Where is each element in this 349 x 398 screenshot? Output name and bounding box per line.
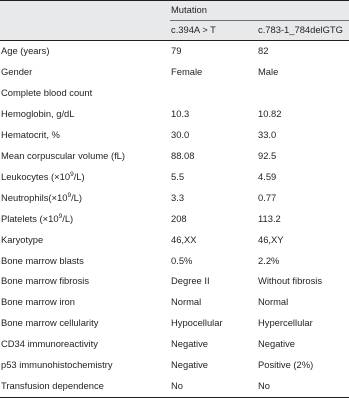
cell-mutation-1: 3.3 <box>171 191 185 203</box>
row-label <box>1 129 60 140</box>
row-label-text: Transfusion dependence <box>1 380 104 392</box>
row-label <box>1 234 43 245</box>
row-label <box>1 108 75 119</box>
column-header-mutation-2: c.783-1_784delGTG <box>258 24 343 35</box>
cell-mutation-1: Degree II <box>171 275 210 287</box>
cell-mutation-1: 0.5% <box>171 254 193 266</box>
cell-mutation-1: 46,XX <box>171 233 197 245</box>
row-label <box>1 45 49 56</box>
cell-mutation-2: Without fibrosis <box>258 275 323 287</box>
row-label-text: Platelets (×10 <box>1 212 59 224</box>
cell-mutation-2: 92.5 <box>258 149 277 161</box>
table-row <box>0 167 349 187</box>
cell-mutation-2: 46,XY <box>258 233 284 245</box>
row-label-exponent: 9 <box>58 212 63 220</box>
row-label-unit: /L) <box>71 191 83 203</box>
cell-mutation-2: Normal <box>258 296 289 308</box>
row-label-text: Hemoglobin, g/dL <box>1 107 75 119</box>
group-header-rule <box>170 20 349 21</box>
row-label <box>1 380 104 391</box>
table-row <box>0 292 349 312</box>
row-label-unit: /L) <box>73 170 85 182</box>
cell-mutation-2: 33.0 <box>258 128 277 140</box>
table-row <box>0 83 349 103</box>
cell-mutation-2: 0.77 <box>258 191 277 203</box>
cell-mutation-1: 5.5 <box>171 170 185 182</box>
row-label <box>1 255 84 266</box>
row-label-text: p53 immunohistochemistry <box>1 359 113 371</box>
cell-mutation-2: 2.2% <box>258 254 280 266</box>
table-row <box>0 41 349 61</box>
mutation-group-header: Mutation <box>171 4 207 15</box>
cell-mutation-1: Normal <box>171 296 202 308</box>
cell-mutation-1: Hypocellular <box>171 317 223 329</box>
row-label-unit: /L) <box>62 212 74 224</box>
row-label <box>1 317 98 328</box>
row-label-exponent: 9 <box>67 191 72 199</box>
row-label-text: Mean corpuscular volume (fL) <box>1 149 126 161</box>
table-row <box>0 209 349 229</box>
cell-mutation-2: 82 <box>258 45 269 56</box>
row-label-text: Bone marrow blasts <box>1 254 84 266</box>
table-top-rule <box>0 0 349 1</box>
table-row <box>0 251 349 271</box>
row-label-text: Bone marrow iron <box>1 296 75 308</box>
cell-mutation-1: 30.0 <box>171 128 190 140</box>
row-label <box>1 275 89 286</box>
cell-mutation-1: Negative <box>171 359 209 371</box>
row-label-text: Age (years) <box>1 45 50 56</box>
row-label <box>1 66 32 77</box>
table-row <box>0 355 349 375</box>
table-row <box>0 62 349 82</box>
row-label <box>1 213 73 224</box>
row-label-text: Bone marrow fibrosis <box>1 275 90 287</box>
row-label <box>1 192 82 203</box>
table-row <box>0 125 349 145</box>
cell-mutation-1: Negative <box>171 338 209 350</box>
row-label-text: Complete blood count <box>1 86 93 98</box>
row-label <box>1 171 85 182</box>
row-label <box>1 338 98 349</box>
table-row <box>0 376 349 396</box>
row-label-text: Neutrophils(×10 <box>1 191 68 203</box>
cell-mutation-2: Male <box>258 65 279 77</box>
cell-mutation-2: No <box>258 380 270 392</box>
cell-mutation-1: 88.08 <box>171 149 195 161</box>
table-row <box>0 313 349 333</box>
row-label <box>1 150 125 161</box>
row-label-text: Leukocytes (×10 <box>1 170 71 182</box>
row-label-text: Karyotype <box>1 233 44 245</box>
table-row <box>0 230 349 250</box>
row-label-text: Gender <box>1 65 33 77</box>
row-label-text: CD34 immunoreactivity <box>1 338 98 350</box>
cell-mutation-2: Positive (2%) <box>258 359 314 371</box>
cell-mutation-1: 208 <box>171 212 187 224</box>
table-row <box>0 271 349 291</box>
cell-mutation-1: No <box>171 380 183 392</box>
cell-mutation-2: 10.82 <box>258 107 282 119</box>
row-label-text: Hematocrit, % <box>1 128 60 140</box>
cell-mutation-2: Negative <box>258 338 296 350</box>
table-row <box>0 146 349 166</box>
row-label <box>1 359 113 370</box>
cell-mutation-2: 113.2 <box>258 212 281 224</box>
cell-mutation-1: 10.3 <box>171 107 190 119</box>
row-label <box>1 87 92 98</box>
table-row <box>0 188 349 208</box>
cell-mutation-1: Female <box>171 65 203 77</box>
table-row <box>0 334 349 354</box>
table-row <box>0 104 349 124</box>
cell-mutation-1: 79 <box>171 45 182 56</box>
cell-mutation-2: Hypercellular <box>258 317 313 329</box>
column-header-mutation-1: c.394A > T <box>171 24 216 35</box>
row-label-exponent: 9 <box>70 170 74 178</box>
cell-mutation-2: 4.59 <box>258 170 277 182</box>
row-label-text: Bone marrow cellularity <box>1 317 99 329</box>
row-label <box>1 296 75 307</box>
